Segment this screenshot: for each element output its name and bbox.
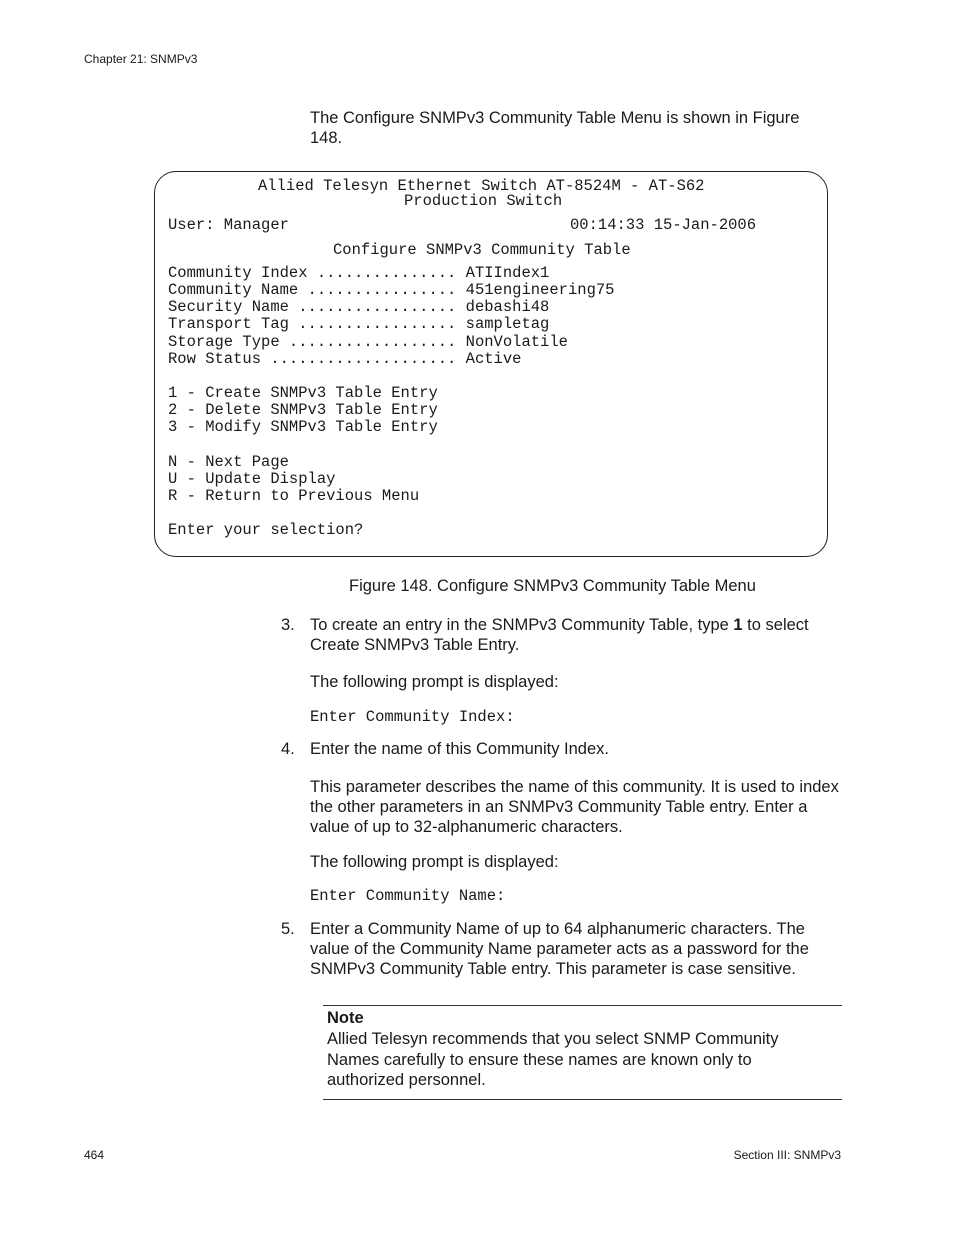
- figure-caption: Figure 148. Configure SNMPv3 Community Table Menu: [349, 577, 756, 595]
- step-number: 4.: [281, 740, 295, 758]
- option-delete-entry[interactable]: 2 - Delete SNMPv3 Table Entry: [168, 401, 438, 419]
- code-prompt-community-name: Enter Community Name:: [310, 887, 506, 905]
- step-number: 3.: [281, 616, 295, 634]
- field-storage-type: Storage Type .................. NonVolatile: [168, 333, 568, 351]
- field-community-name: Community Name ................ 451engineering75: [168, 281, 615, 299]
- option-create-entry[interactable]: 1 - Create SNMPv3 Table Entry: [168, 384, 438, 402]
- selection-prompt[interactable]: Enter your selection?: [168, 521, 364, 539]
- step-text-part: To create an entry in the SNMPv3 Community Table, type: [310, 616, 734, 634]
- terminal-menu-title: Configure SNMPv3 Community Table: [333, 241, 631, 259]
- terminal-datetime: 00:14:33 15-Jan-2006: [570, 216, 757, 234]
- intro-paragraph: The Configure SNMPv3 Community Table Menu is shown in Figure 148.: [310, 109, 800, 147]
- option-next-page[interactable]: N - Next Page: [168, 453, 289, 471]
- terminal-user: User: Manager: [168, 216, 289, 234]
- chapter-header: Chapter 21: SNMPv3: [84, 52, 198, 66]
- note-title: Note: [327, 1009, 364, 1027]
- note-box: [323, 1005, 842, 1100]
- terminal-title: Allied Telesyn Ethernet Switch AT-8524M - AT-S62: [258, 177, 705, 195]
- step-text-part: to select Create SNMPv3 Table Entry.: [310, 616, 809, 654]
- option-update-display[interactable]: U - Update Display: [168, 470, 336, 488]
- step-key: 1: [733, 616, 743, 634]
- terminal-screen: [154, 171, 828, 557]
- field-row-status: Row Status .................... Active: [168, 350, 522, 368]
- step-number: 5.: [281, 920, 295, 938]
- step-text: [310, 615, 840, 655]
- field-security-name: Security Name ................. debashi48: [168, 298, 550, 316]
- step-text: Enter the name of this Community Index.: [310, 740, 609, 758]
- page-number: 464: [84, 1148, 105, 1162]
- section-footer: Section III: SNMPv3: [733, 1148, 841, 1162]
- prompt-intro-1: The following prompt is displayed:: [310, 673, 559, 691]
- step-4-description: This parameter describes the name of this community. It is used to index the other parameters in an SNMPv3 Community Table entry. Enter a value of up to 32-alphanumeric characters.: [310, 778, 839, 836]
- step-text: Enter a Community Name of up to 64 alphanumeric characters. The value of the Community Name parameter acts as a password for the SNMPv3 Community Table entry. This parameter is case sensitive.: [310, 920, 809, 978]
- note-body: Allied Telesyn recommends that you select SNMP Community Names carefully to ensure these names are known only to authorized personnel.: [327, 1030, 779, 1089]
- option-modify-entry[interactable]: 3 - Modify SNMPv3 Table Entry: [168, 418, 438, 436]
- option-return-menu[interactable]: R - Return to Previous Menu: [168, 487, 420, 505]
- field-community-index: Community Index ............... ATIIndex1: [168, 264, 550, 282]
- prompt-intro-2: The following prompt is displayed:: [310, 853, 559, 871]
- code-prompt-community-index: Enter Community Index:: [310, 708, 515, 726]
- terminal-subtitle: Production Switch: [404, 192, 563, 210]
- field-transport-tag: Transport Tag ................. sampletag: [168, 315, 550, 333]
